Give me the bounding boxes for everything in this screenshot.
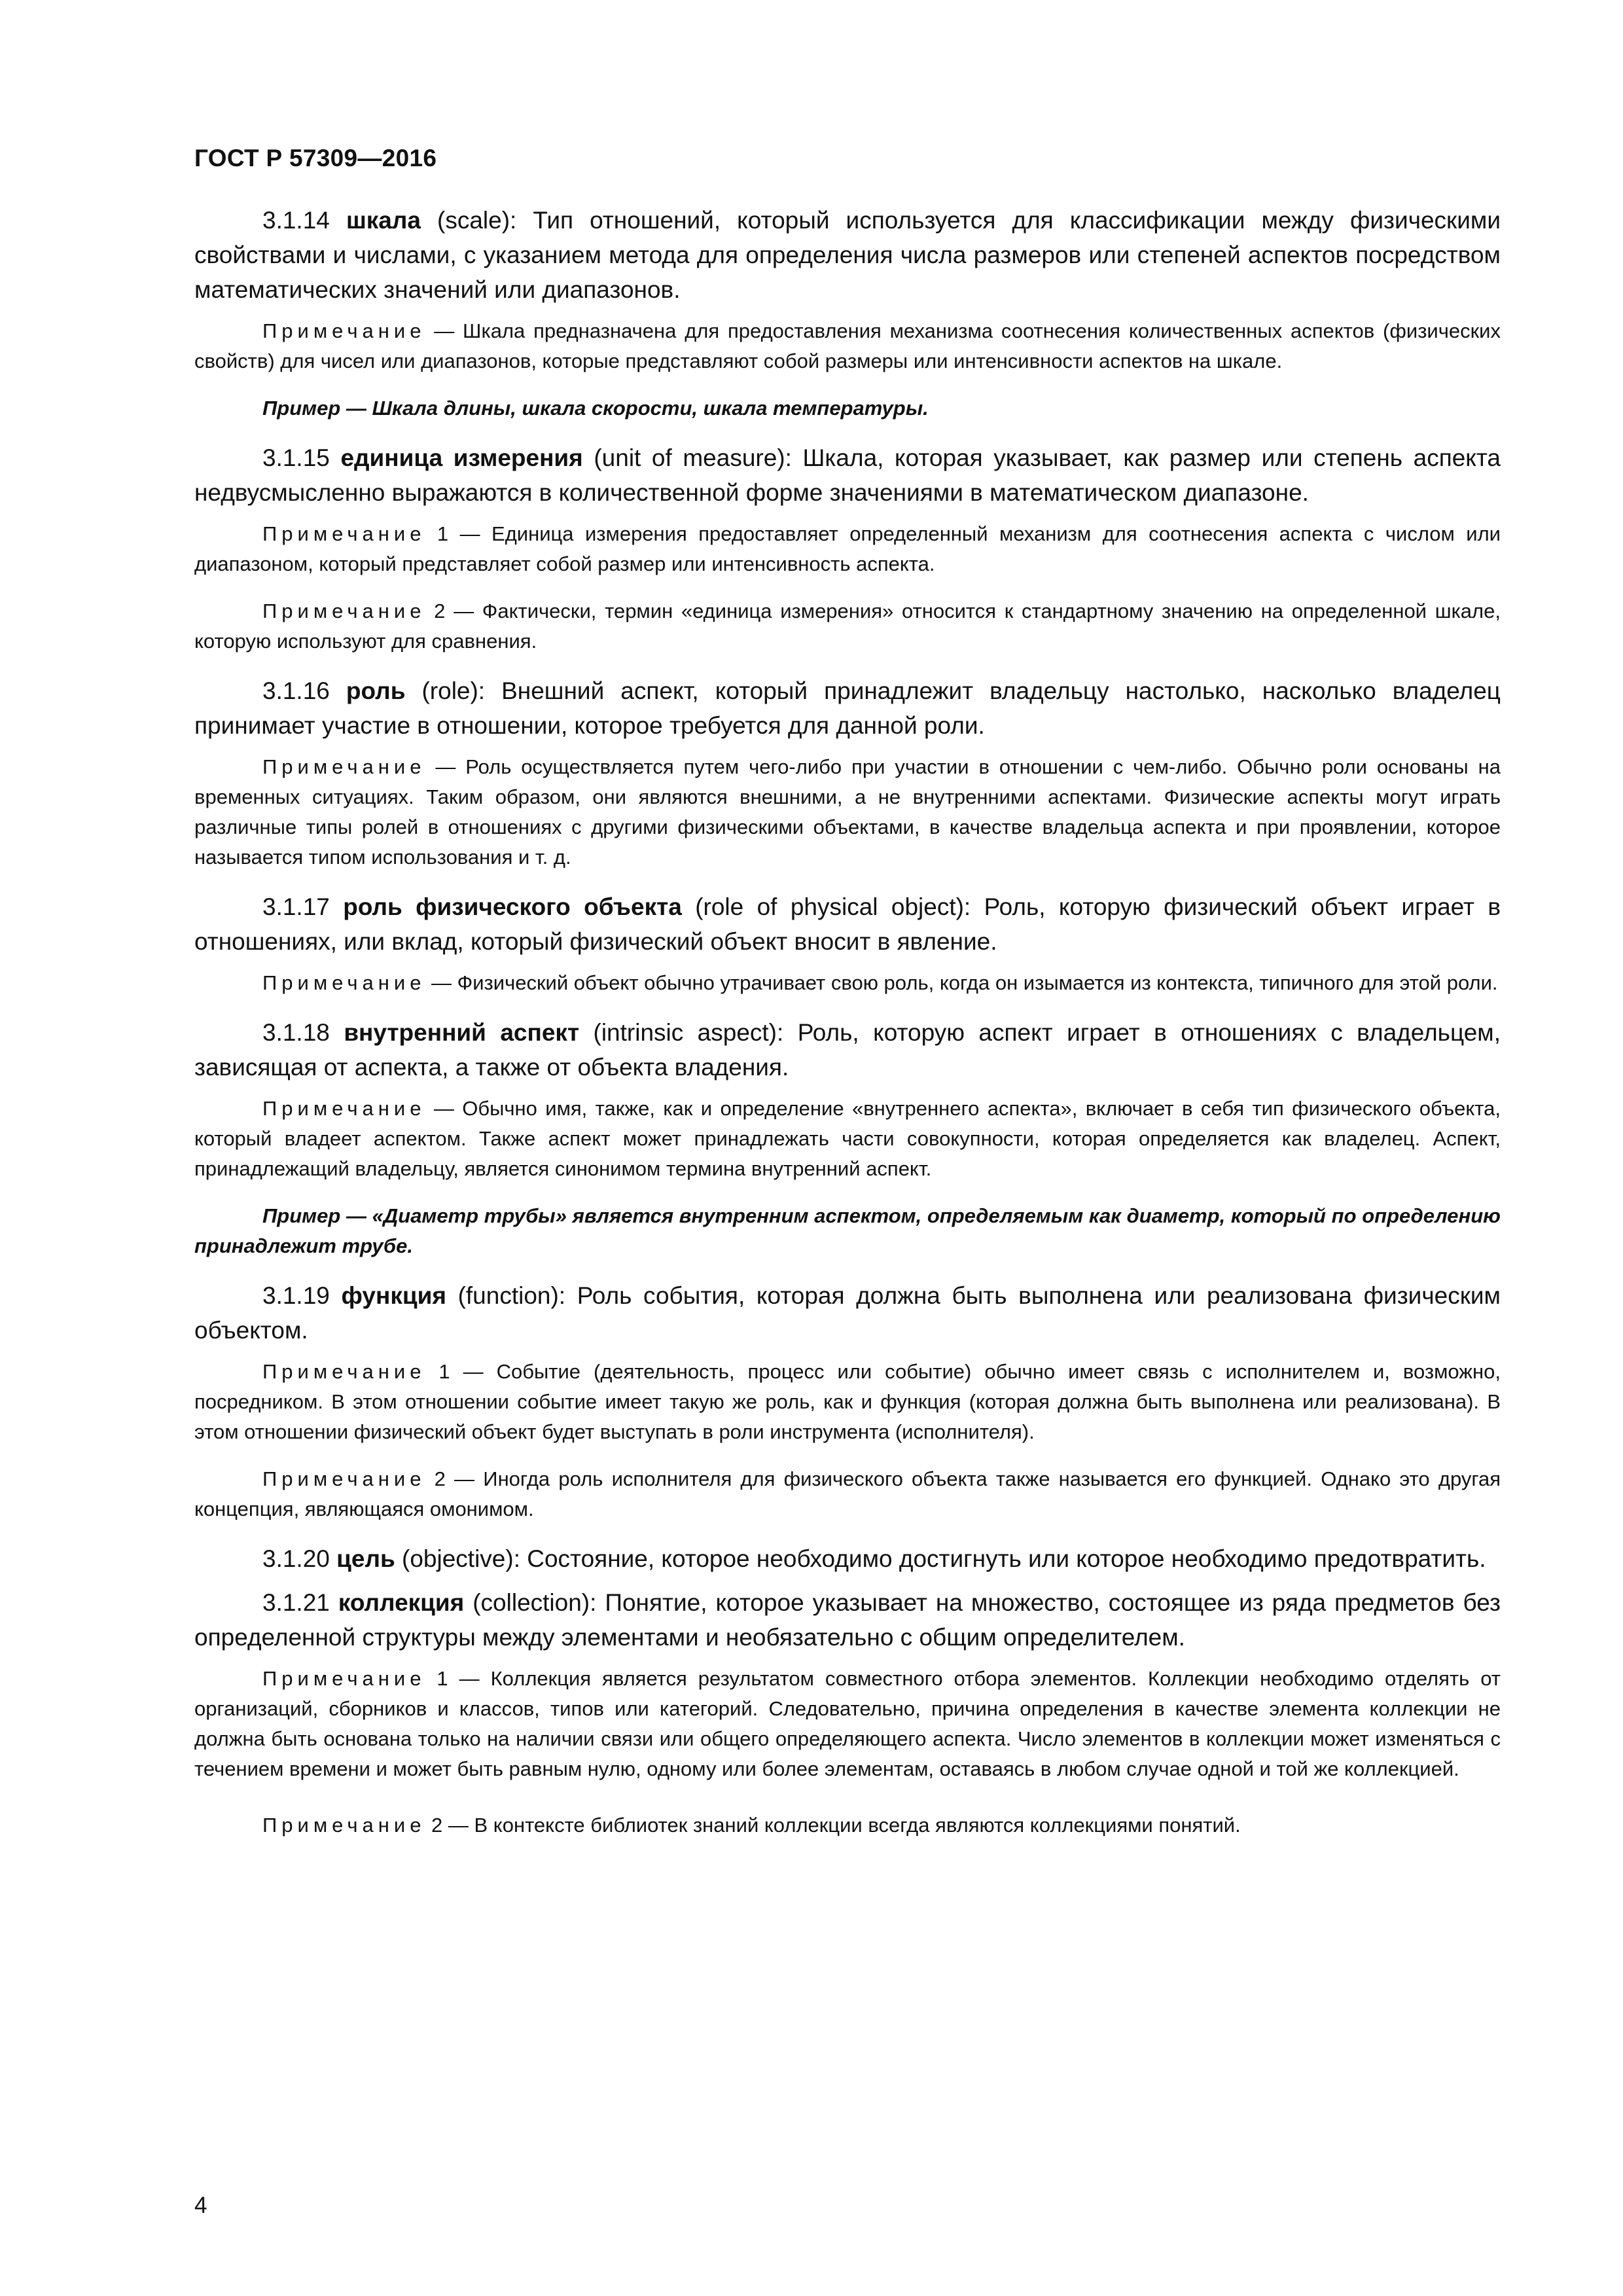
term-entry (194, 889, 1501, 959)
document-page (194, 144, 1501, 2238)
term-entry (194, 1541, 1501, 1576)
note (194, 968, 1501, 998)
term-entry (194, 1015, 1501, 1085)
note-label: Примечание (262, 1467, 426, 1490)
note (194, 596, 1501, 656)
note-label: Примечание (262, 1814, 426, 1837)
note-label: Примечание (262, 971, 426, 994)
term-name: коллекция (338, 1589, 465, 1616)
note-text: — Физический объект обычно утрачивает свою роль, когда он изымается из контекста, типичного для этой роли. (425, 971, 1498, 994)
term-entry (194, 673, 1501, 743)
note (194, 519, 1501, 579)
note-label: Примечание (262, 600, 426, 622)
note-label: Примечание (262, 1360, 426, 1383)
note (194, 316, 1501, 376)
note (194, 1810, 1501, 1840)
term-name: внутренний аспект (344, 1019, 580, 1046)
page-number: 4 (194, 2193, 207, 2218)
note-label: Примечание (262, 319, 426, 342)
note-text: — Обычно имя, также, как и определение «внутреннего аспекта», включает в себя тип физического объекта, который владеет аспектом. Также аспект может принадлежать части совокупности, которая определяется как владелец. Аспект, принадлежащий владельцу, является синонимом термина внутренний аспект. (194, 1097, 1501, 1180)
term-name: цель (336, 1545, 395, 1572)
term-number: 3.1.17 (262, 893, 330, 920)
note (194, 1094, 1501, 1184)
example: Пример — Шкала длины, шкала скорости, шкала температуры. (262, 397, 929, 420)
term-definition: (collection): Понятие, которое указывает на множество, состоящее из ряда предметов без определенной структуры между элементами и необязательно с общим определителем. (194, 1589, 1501, 1651)
example: Пример — «Диаметр трубы» является внутренним аспектом, определяемым как диаметр, который по определению принадлежит трубе. (194, 1204, 1501, 1257)
note-label: Примечание (262, 1667, 426, 1690)
term-number: 3.1.19 (262, 1282, 330, 1309)
term-definition: (function): Роль события, которая должна быть выполнена или реализована физическим объектом. (194, 1282, 1501, 1344)
note-text: 2 — В контексте библиотек знаний коллекции всегда являются коллекциями понятий. (425, 1814, 1241, 1837)
term-number: 3.1.14 (262, 207, 330, 234)
term-definition: (role of physical object): Роль, которую физический объект играет в отношениях, или вклад, который физический объект вносит в явление. (194, 893, 1501, 955)
standard-header: ГОСТ Р 57309—2016 (194, 145, 437, 171)
term-name: единица измерения (340, 444, 583, 471)
term-entry (194, 1278, 1501, 1348)
note-label: Примечание (262, 755, 426, 778)
term-definition: (role): Внешний аспект, который принадлежит владельцу настолько, насколько владелец принимает участие в отношении, которое требуется для данной роли. (194, 677, 1501, 739)
term-name: роль физического объекта (343, 893, 682, 920)
note-text: 1 — Событие (деятельность, процесс или событие) обычно имеет связь с исполнителем и, возможно, посредником. В этом отношении событие имеет такую же роль, как и функция (которая должна быть выполнена или реализована). В этом отношении физический объект будет выступать в роли инструмента (исполнителя). (194, 1360, 1501, 1443)
term-number: 3.1.18 (262, 1019, 330, 1046)
term-number: 3.1.20 (262, 1545, 330, 1572)
term-entry (194, 203, 1501, 307)
note-text: — Роль осуществляется путем чего-либо при участии в отношении с чем-либо. Обычно роли основаны на временных ситуациях. Таким образом, они являются внешними, а не внутренними аспектами. Физические аспекты могут играть различные типы ролей в отношениях с другими физическими объектами, в качестве владельца аспекта и при проявлении, которое называется типом использования и т. д. (194, 755, 1501, 869)
term-definition: (objective): Состояние, которое необходимо достигнуть или которое необходимо предотвратить. (395, 1545, 1486, 1572)
note-label: Примечание (262, 1097, 426, 1120)
term-entry (194, 1585, 1501, 1655)
note (194, 1664, 1501, 1784)
term-name: шкала (346, 207, 421, 234)
note-text: 2 — Иногда роль исполнителя для физического объекта также называется его функцией. Однако это другая концепция, являющаяся омонимом. (194, 1467, 1501, 1520)
term-name: функция (341, 1282, 446, 1309)
note-text: 1 — Коллекция является результатом совместного отбора элементов. Коллекции необходимо отделять от организаций, сборников и классов, типов или категорий. Следовательно, причина определения в качестве элемента коллекции не должна быть основана только на наличии связи или общего определяющего аспекта. Число элементов в коллекции может изменяться с течением времени и может быть равным нулю, одному или более элементам, оставаясь в любом случае одной и той же коллекцией. (194, 1667, 1501, 1780)
term-definition: (scale): Тип отношений, который используется для классификации между физическими свойствами и числами, с указанием метода для определения числа размеров или степеней аспектов посредством математических значений или диапазонов. (194, 207, 1501, 303)
term-number: 3.1.15 (262, 444, 330, 471)
term-definition: (unit of measure): Шкала, которая указывает, как размер или степень аспекта недвусмысленно выражаются в количественной форме значениями в математическом диапазоне. (194, 444, 1501, 506)
note-text: — Шкала предназначена для предоставления механизма соотнесения количественных аспектов (физических свойств) для чисел или диапазонов, которые представляют собой размеры или интенсивности аспектов на шкале. (194, 319, 1501, 372)
term-number: 3.1.21 (262, 1589, 330, 1616)
note-label: Примечание (262, 522, 426, 545)
note (194, 1464, 1501, 1524)
note (194, 752, 1501, 872)
note-text: 1 — Единица измерения предоставляет определенный механизм для соотнесения аспекта с числом или диапазоном, который представляет собой размер или интенсивность аспекта. (194, 522, 1501, 575)
term-name: роль (346, 677, 406, 704)
term-number: 3.1.16 (262, 677, 330, 704)
term-entry (194, 440, 1501, 510)
note-text: 2 — Фактически, термин «единица измерения» относится к стандартному значению на определенной шкале, которую используют для сравнения. (194, 600, 1501, 653)
term-definition: (intrinsic aspect): Роль, которую аспект играет в отношениях с владельцем, зависящая от аспекта, а также от объекта владения. (194, 1019, 1501, 1081)
note (194, 1357, 1501, 1447)
